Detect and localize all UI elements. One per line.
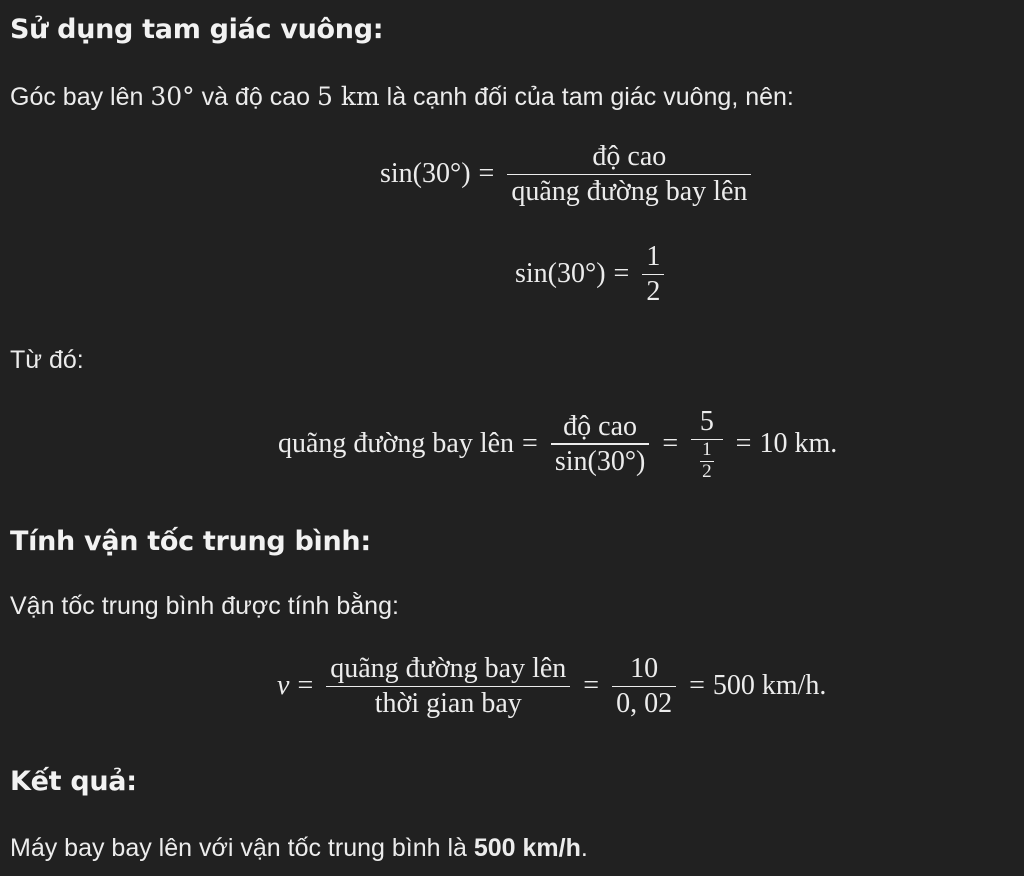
intro-text-middle: và độ cao: [194, 83, 317, 111]
eq3-f1-numerator: độ cao: [563, 410, 638, 442]
equation-sin-value: [515, 240, 669, 309]
intro-text-after: là cạnh đối của tam giác vuông, nên:: [379, 83, 794, 111]
eq3-result: 10 km.: [759, 428, 838, 460]
eq3-equals-3: =: [735, 428, 752, 460]
equation-speed: [277, 652, 826, 721]
eq3-nested-denominator: 2: [702, 461, 712, 483]
eq4-fraction-2: [612, 652, 676, 721]
speed-intro-paragraph: Vận tốc trung bình được tính bằng:: [10, 592, 399, 620]
eq2-fraction: [642, 240, 664, 309]
eq4-equals-1: =: [297, 670, 314, 702]
eq4-result: 500 km/h.: [712, 670, 827, 702]
eq1-fraction: [507, 140, 751, 209]
eq4-equals-2: =: [583, 670, 600, 702]
eq3-f2-denominator: [691, 440, 723, 483]
result-paragraph: [10, 834, 588, 863]
result-text-before: Máy bay bay lên với vận tốc trung bình là: [10, 834, 474, 862]
eq4-equals-3: =: [689, 670, 705, 702]
result-speed-value: 500 km/h: [473, 834, 581, 862]
eq4-f2-numerator: 10: [630, 653, 659, 684]
eq3-fraction-1: [551, 410, 650, 479]
eq4-f2-denominator: 0, 02: [616, 688, 673, 720]
eq2-lhs: sin(30°): [515, 258, 606, 290]
tu-do-paragraph: Từ đó:: [10, 346, 84, 374]
intro-angle: 30°: [150, 82, 195, 111]
equation-distance: [278, 405, 837, 483]
section-heading-average-speed: Tính vận tốc trung bình:: [10, 526, 371, 557]
intro-text-before: Góc bay lên: [10, 83, 151, 111]
eq1-numerator: độ cao: [592, 141, 667, 172]
eq1-lhs: sin(30°): [380, 158, 471, 190]
eq4-f1-numerator: quãng đường bay lên: [330, 653, 567, 684]
eq4-f1-denominator: thời gian bay: [374, 688, 522, 720]
result-text-after: .: [580, 834, 588, 862]
intro-height: 5 km: [316, 82, 380, 111]
eq3-nested-numerator: 1: [702, 439, 712, 461]
intro-paragraph: [10, 82, 794, 112]
eq3-fraction-2: [691, 405, 723, 483]
eq2-numerator: 1: [646, 241, 661, 272]
equation-sin-definition: [380, 140, 756, 209]
eq3-f1-denominator: sin(30°): [554, 445, 646, 477]
eq4-lhs: v: [277, 670, 290, 702]
eq3-equals-1: =: [522, 428, 538, 460]
eq3-nested-fraction: [700, 440, 714, 483]
eq3-lhs: quãng đường bay lên: [278, 428, 515, 460]
eq2-denominator: 2: [646, 276, 661, 308]
section-heading-result: Kết quả:: [10, 766, 137, 797]
eq3-f2-numerator: 5: [699, 406, 714, 437]
eq2-equals: =: [613, 258, 630, 290]
eq3-equals-2: =: [662, 428, 679, 460]
eq1-equals: =: [478, 158, 495, 190]
eq1-denominator: quãng đường bay lên: [511, 176, 748, 208]
section-heading-right-triangle: Sử dụng tam giác vuông:: [10, 14, 384, 45]
eq4-fraction-1: [326, 652, 570, 721]
